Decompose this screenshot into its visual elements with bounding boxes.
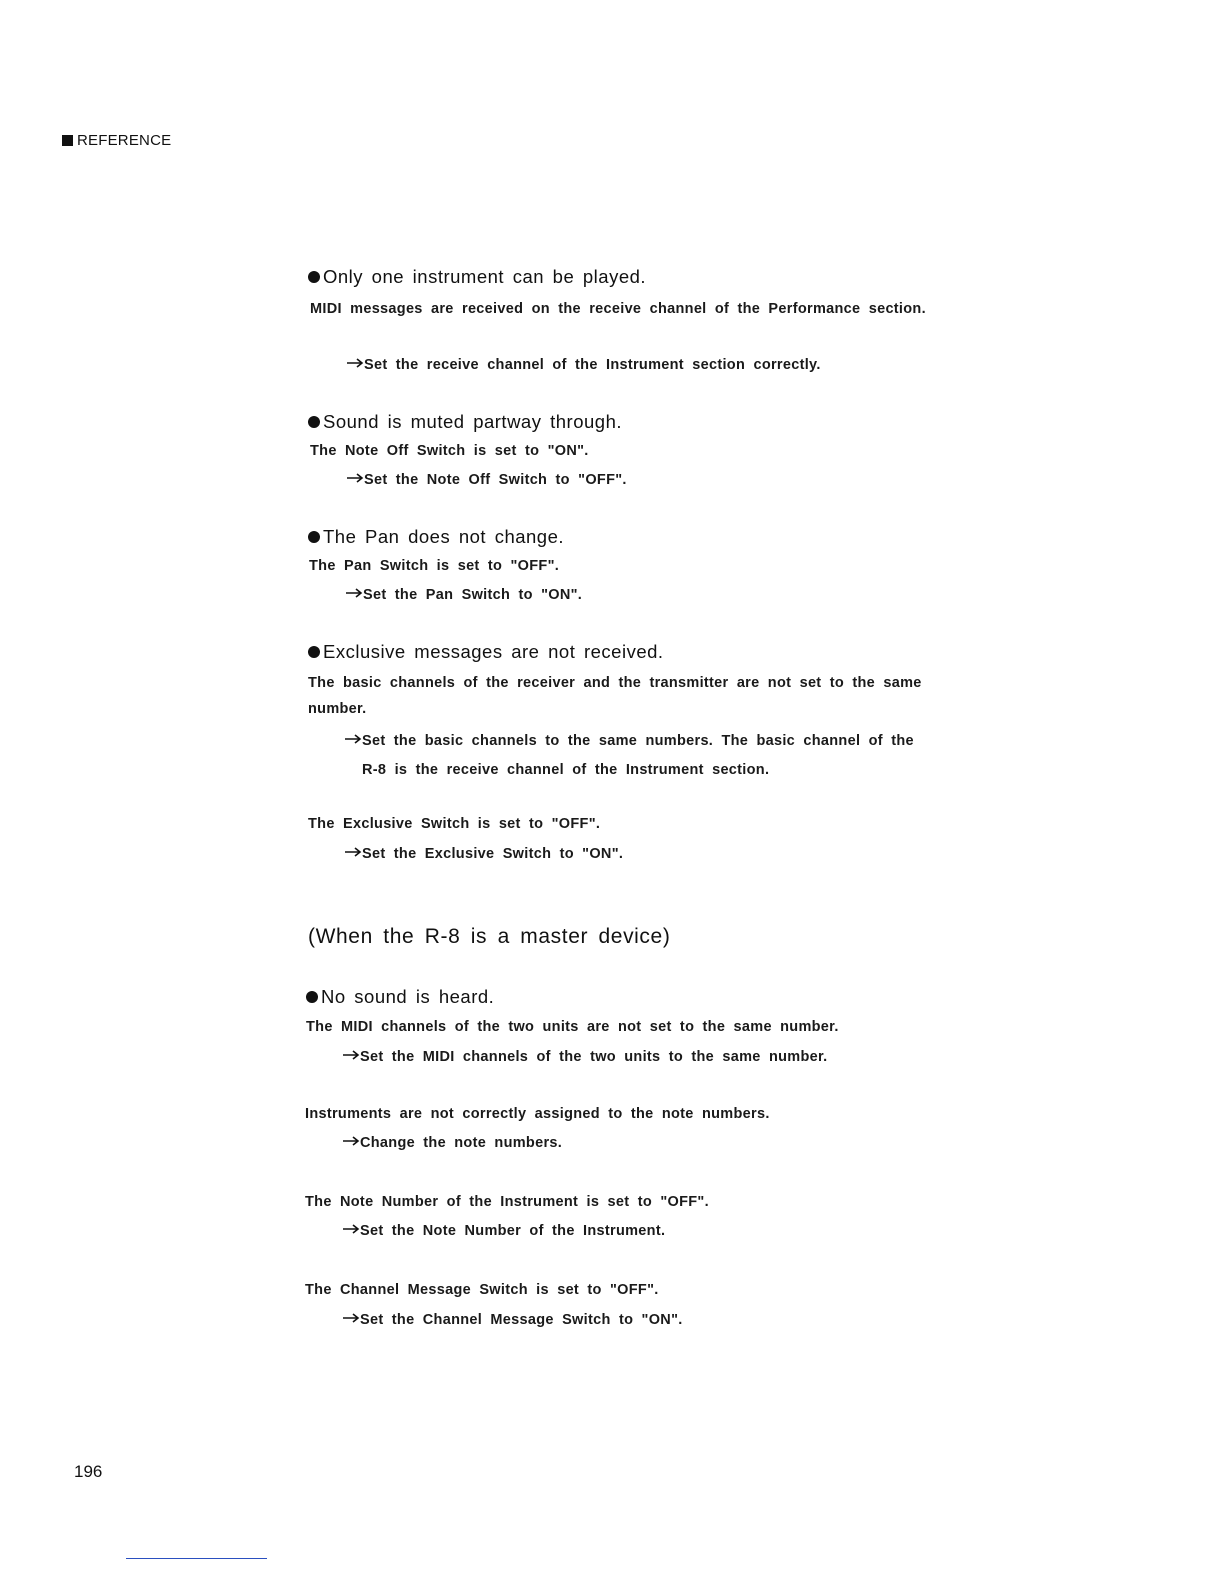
cause-line-continued: number. (308, 701, 367, 717)
heading-only-one-instrument: Only one instrument can be played. (308, 266, 646, 288)
remedy-line: Set the Note Off Switch to "OFF". (346, 472, 627, 488)
cause-line: The Channel Message Switch is set to "OFF". (305, 1282, 659, 1298)
remedy-line: Set the Exclusive Switch to "ON". (344, 846, 623, 862)
bullet-dot-icon (306, 991, 318, 1003)
pointing-hand-icon (342, 1050, 360, 1060)
pointing-hand-icon (342, 1224, 360, 1234)
remedy-line: Set the Pan Switch to "ON". (345, 587, 582, 603)
heading-no-sound: No sound is heard. (306, 986, 494, 1008)
remedy-line: Set the Note Number of the Instrument. (342, 1223, 665, 1239)
pointing-hand-icon (345, 588, 363, 598)
pointing-hand-icon (342, 1313, 360, 1323)
bullet-dot-icon (308, 416, 320, 428)
cause-line: MIDI messages are received on the receive channel of the Performance section. (310, 301, 926, 317)
bullet-dot-icon (308, 531, 320, 543)
pointing-hand-icon (346, 473, 364, 483)
section-header-label: REFERENCE (77, 132, 172, 149)
cause-line: The Pan Switch is set to "OFF". (309, 558, 560, 574)
heading-exclusive-not-received: Exclusive messages are not received. (308, 641, 664, 663)
cause-line: The basic channels of the receiver and the transmitter are not set to the same (308, 675, 922, 691)
remedy-line: Set the receive channel of the Instrument section correctly. (346, 357, 821, 373)
heading-sound-muted: Sound is muted partway through. (308, 411, 622, 433)
pointing-hand-icon (344, 847, 362, 857)
pointing-hand-icon (346, 358, 364, 368)
square-bullet-icon (62, 135, 73, 146)
section-header (62, 132, 171, 149)
subheading-master-device: (When the R-8 is a master device) (308, 925, 671, 948)
cause-line: The MIDI channels of the two units are not set to the same number. (306, 1019, 839, 1035)
pointing-hand-icon (344, 734, 362, 744)
bullet-dot-icon (308, 271, 320, 283)
remedy-line: Set the basic channels to the same numbers. The basic channel of the (344, 733, 914, 749)
remedy-line: Change the note numbers. (342, 1135, 562, 1151)
cause-line: Instruments are not correctly assigned to the note numbers. (305, 1106, 770, 1122)
page-number: 196 (74, 1462, 103, 1481)
pointing-hand-icon (342, 1136, 360, 1146)
cause-line: The Note Number of the Instrument is set to "OFF". (305, 1194, 709, 1210)
remedy-line: Set the Channel Message Switch to "ON". (342, 1312, 683, 1328)
remedy-line-continued: R-8 is the receive channel of the Instrument section. (362, 762, 770, 778)
bullet-dot-icon (308, 646, 320, 658)
footer-rule (126, 1558, 267, 1559)
remedy-line: Set the MIDI channels of the two units to the same number. (342, 1049, 827, 1065)
cause-line: The Exclusive Switch is set to "OFF". (308, 816, 601, 832)
cause-line: The Note Off Switch is set to "ON". (310, 443, 589, 459)
heading-pan-no-change: The Pan does not change. (308, 526, 564, 548)
